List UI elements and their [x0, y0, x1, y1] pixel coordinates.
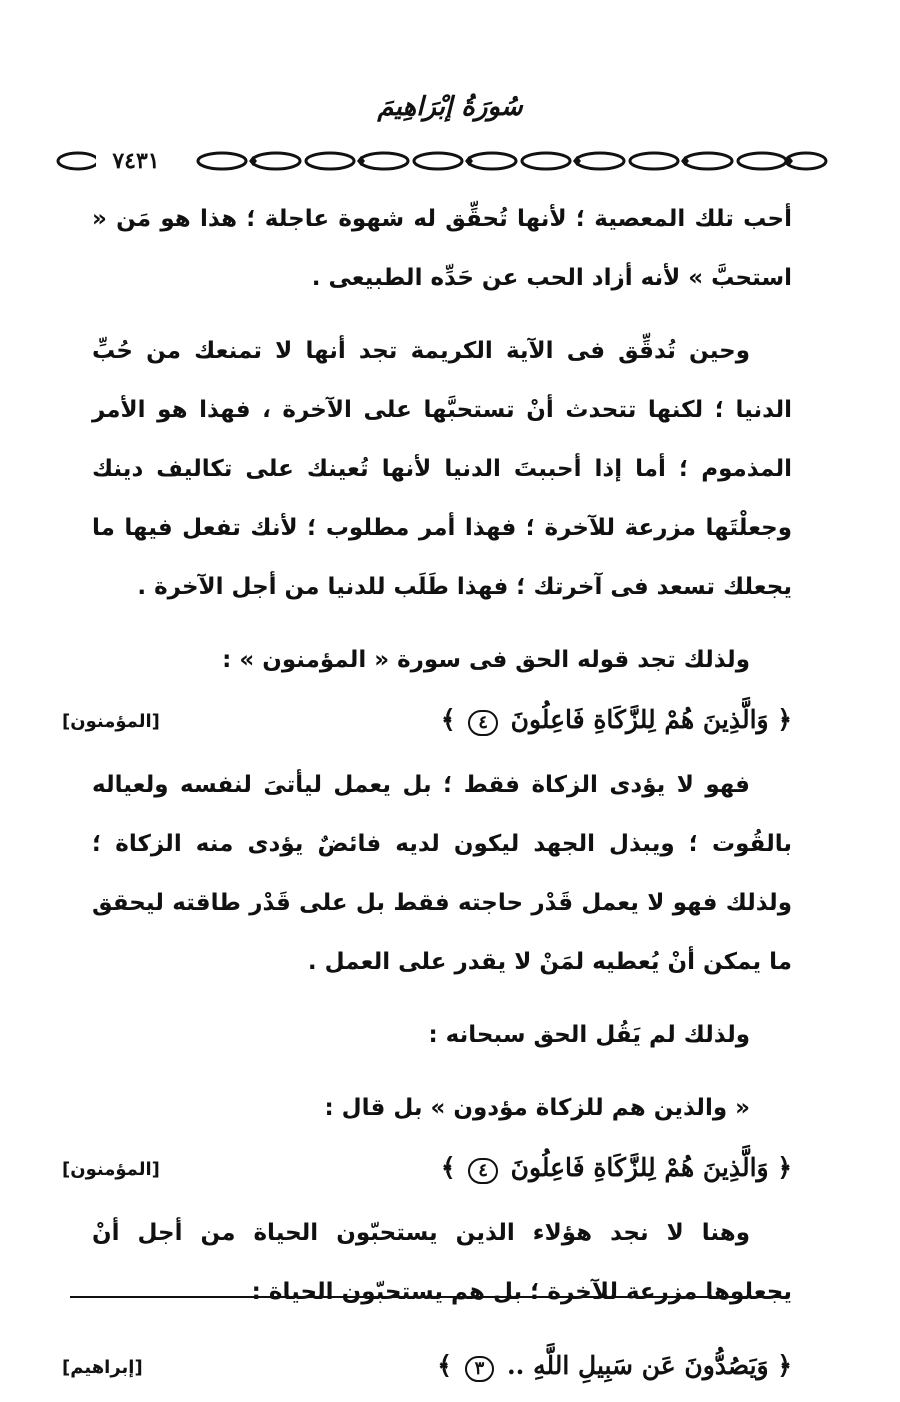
verse-2-text — [441, 1138, 792, 1197]
verse-3-close-bracket: ﴾ — [437, 1351, 452, 1380]
verse-1-reference: [المؤمنون] — [62, 711, 160, 732]
verse-2 — [62, 1138, 792, 1204]
paragraph-5: ولذلك لم يَقُل الحق سبحانه : — [428, 1022, 750, 1048]
paragraph-2: وحين تُدقِّق فى الآية الكريمة تجد أنها لا تمنعك من حُبِّ الدنيا ؛ لكنها تتحدث أنْ تستحبَّها على الآخرة ، فهذا هو الأمر المذموم ؛ أما إذا أحببتَ الدنيا لأنها تُعينك على تكاليف دينك وجعلْتَها مزرعة للآخرة ؛ فهذا أمر مطلوب ؛ لأنك تفعل فيها ما يجعلك تسعد فى آخرتك ؛ فهذا طَلَب للدنيا من أجل الآخرة . — [92, 338, 792, 600]
footer-rule — [70, 1296, 786, 1298]
verse-3 — [62, 1336, 792, 1402]
paragraph-1: أحب تلك المعصية ؛ لأنها تُحقِّق له شهوة عاجلة ؛ هذا هو مَن « استحبَّ » لأنه أزاد الحب عن حَدِّه الطبيعى . — [92, 206, 792, 291]
body-text — [62, 190, 792, 1402]
verse-1-words: وَالَّذِينَ هُمْ لِلزَّكَاةِ فَاعِلُونَ — [510, 705, 769, 734]
verse-2-close-bracket: ﴾ — [440, 1153, 456, 1182]
verse-1 — [62, 690, 792, 756]
verse-1-text — [441, 690, 792, 749]
verse-2-words: وَالَّذِينَ هُمْ لِلزَّكَاةِ فَاعِلُونَ — [510, 1153, 769, 1182]
paragraph-7: وهنا لا نجد هؤلاء الذين يستحبّون الحياة من أجل أنْ يجعلوها مزرعة للآخرة ؛ بل هم يستحبّون الحياة : — [92, 1220, 792, 1305]
verse-3-text — [437, 1336, 792, 1395]
verse-3-words: وَيَصُدُّونَ عَن سَبِيلِ اللَّهِ .. — [506, 1351, 769, 1380]
surah-title: سُورَةُ إبْرَاهِيمَ — [377, 92, 523, 122]
paragraph-3: ولذلك تجد قوله الحق فى سورة « المؤمنون » : — [222, 647, 750, 673]
verse-1-ayah-number: ٤ — [468, 710, 498, 736]
verse-1-close-bracket: ﴾ — [440, 705, 456, 734]
verse-2-ayah-number: ٤ — [468, 1158, 498, 1184]
paragraph-4: فهو لا يؤدى الزكاة فقط ؛ بل يعمل ليأتىَ لنفسه ولعياله بالقُوت ؛ ويبذل الجهد ليكون لديه فائضٌ يؤدى منه الزكاة ؛ ولذلك فهو لا يعمل قَدْر حاجته فقط بل على قَدْر طاقته ليحقق ما يمكن أنْ يُعطيه لمَنْ لا يقدر على العمل . — [92, 772, 792, 975]
verse-3-ayah-number: ٣ — [465, 1356, 495, 1382]
verse-3-reference: [إبراهيم] — [62, 1357, 143, 1378]
verse-1-open-bracket: ﴿ — [777, 705, 792, 734]
paragraph-6: « والذين هم للزكاة مؤدون » بل قال : — [324, 1095, 750, 1121]
verse-2-open-bracket: ﴿ — [777, 1153, 792, 1182]
page-number: ٧٤٣١ — [96, 146, 176, 176]
verse-3-open-bracket: ﴿ — [777, 1351, 792, 1380]
verse-2-reference: [المؤمنون] — [62, 1159, 160, 1180]
